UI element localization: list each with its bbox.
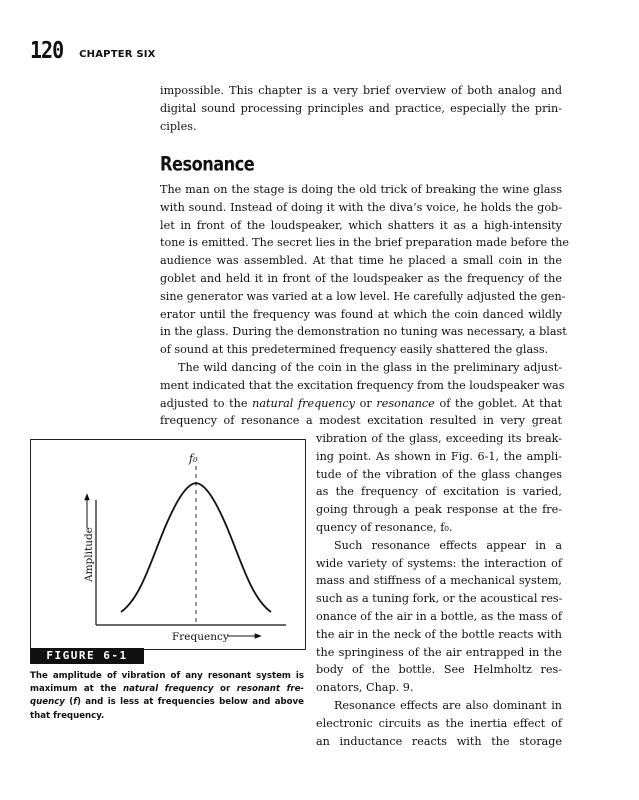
- text-line: ment indicated that the excitation frequency from the loudspeaker was: [160, 378, 565, 392]
- text-line: in the glass. During the demonstration no tuning was necessary, a blast: [160, 325, 567, 339]
- caption-line: that frequency.: [30, 710, 105, 721]
- caption-line: The amplitude of vibration of any resonant system is: [30, 671, 304, 681]
- text-line: Resonance effects are also dominant in: [334, 698, 562, 712]
- section-heading: Resonance: [160, 153, 255, 177]
- text-line: of sound at this predetermined frequency easily shattered the glass.: [160, 343, 549, 357]
- x-axis-label: Frequency: [172, 631, 229, 643]
- text-line: tude of the vibration of the glass changes: [316, 467, 562, 481]
- page-number: 120: [30, 36, 64, 64]
- resonance-curve-diagram: [31, 440, 305, 649]
- text-line: frequency of resonance a modest excitation resulted in very great: [160, 414, 562, 428]
- paragraph-2: [160, 359, 565, 430]
- text-line: quency of resonance, f₀.: [316, 520, 453, 534]
- text-line: mass and stiffness of a mechanical system,: [316, 574, 562, 588]
- text-line: onance of the air in a bottle, as the mass of: [316, 609, 562, 623]
- text-line: onators, Chap. 9.: [316, 681, 414, 695]
- text-line: digital sound processing principles and practice, especially the prin-: [160, 101, 562, 115]
- text-line: audience was assembled. At that time he placed a small coin in the: [160, 254, 562, 268]
- chapter-title: CHAPTER SIX: [79, 49, 156, 60]
- text-line: body of the bottle. See Helmholtz res-: [316, 663, 562, 677]
- peak-label: f₀: [189, 452, 198, 465]
- caption-line: quency (f) and is less at frequencies below and above: [30, 697, 304, 708]
- y-axis-label: Amplitude: [83, 527, 95, 582]
- text-line: an inductance reacts with the storage: [316, 734, 562, 748]
- text-line: adjusted to the natural frequency or resonance of the goblet. At that: [160, 396, 562, 410]
- text-line: electronic circuits as the inertia effect of: [316, 716, 562, 730]
- text-line: Such resonance effects appear in a: [334, 538, 562, 552]
- figure-caption: [30, 670, 304, 723]
- running-header: [30, 38, 156, 62]
- text-line: vibration of the glass, exceeding its break-: [316, 432, 562, 445]
- text-line: with sound. Instead of doing it with the diva’s voice, he holds the gob-: [160, 200, 562, 214]
- text-line: wide variety of systems: the interaction of: [316, 556, 562, 570]
- caption-line: maximum at the natural frequency or resonant fre-: [30, 684, 304, 695]
- term-natural-frequency: natural frequency: [252, 396, 355, 410]
- figure-label: FIGURE 6-1: [30, 648, 144, 664]
- text-line: ciples.: [160, 119, 197, 133]
- text-line: let in front of the loudspeaker, which shatters it as a high-intensity: [160, 218, 562, 232]
- text-line: goblet and held it in front of the loudspeaker as the frequency of the: [160, 271, 562, 285]
- right-column: [316, 430, 562, 750]
- text-line: ing point. As shown in Fig. 6-1, the ampli-: [316, 449, 562, 463]
- text-line: the air in the neck of the bottle reacts with: [316, 627, 562, 641]
- paragraph-1: [160, 181, 570, 359]
- text-line: The wild dancing of the coin in the glass in the preliminary adjust-: [178, 361, 562, 374]
- text-line: impossible. This chapter is a very brief overview of both analog and: [160, 84, 562, 97]
- text-line: the springiness of the air entrapped in the: [316, 645, 562, 659]
- intro-paragraph: [160, 82, 562, 135]
- text-line: going through a peak response at the fre-: [316, 503, 562, 517]
- text-line: erator until the frequency was found at which the coin danced wildly: [160, 307, 562, 321]
- text-line: tone is emitted. The secret lies in the brief preparation made before the: [160, 236, 570, 250]
- text-line: as the frequency of excitation is varied,: [316, 485, 562, 499]
- figure-6-1: [30, 439, 306, 650]
- text-line: sine generator was varied at a low level. He carefully adjusted the gen-: [160, 289, 566, 303]
- term-resonance: resonance: [376, 396, 435, 410]
- text-line: such as a tuning fork, or the acoustical res-: [316, 592, 563, 606]
- text-line: The man on the stage is doing the old trick of breaking the wine glass: [160, 183, 562, 196]
